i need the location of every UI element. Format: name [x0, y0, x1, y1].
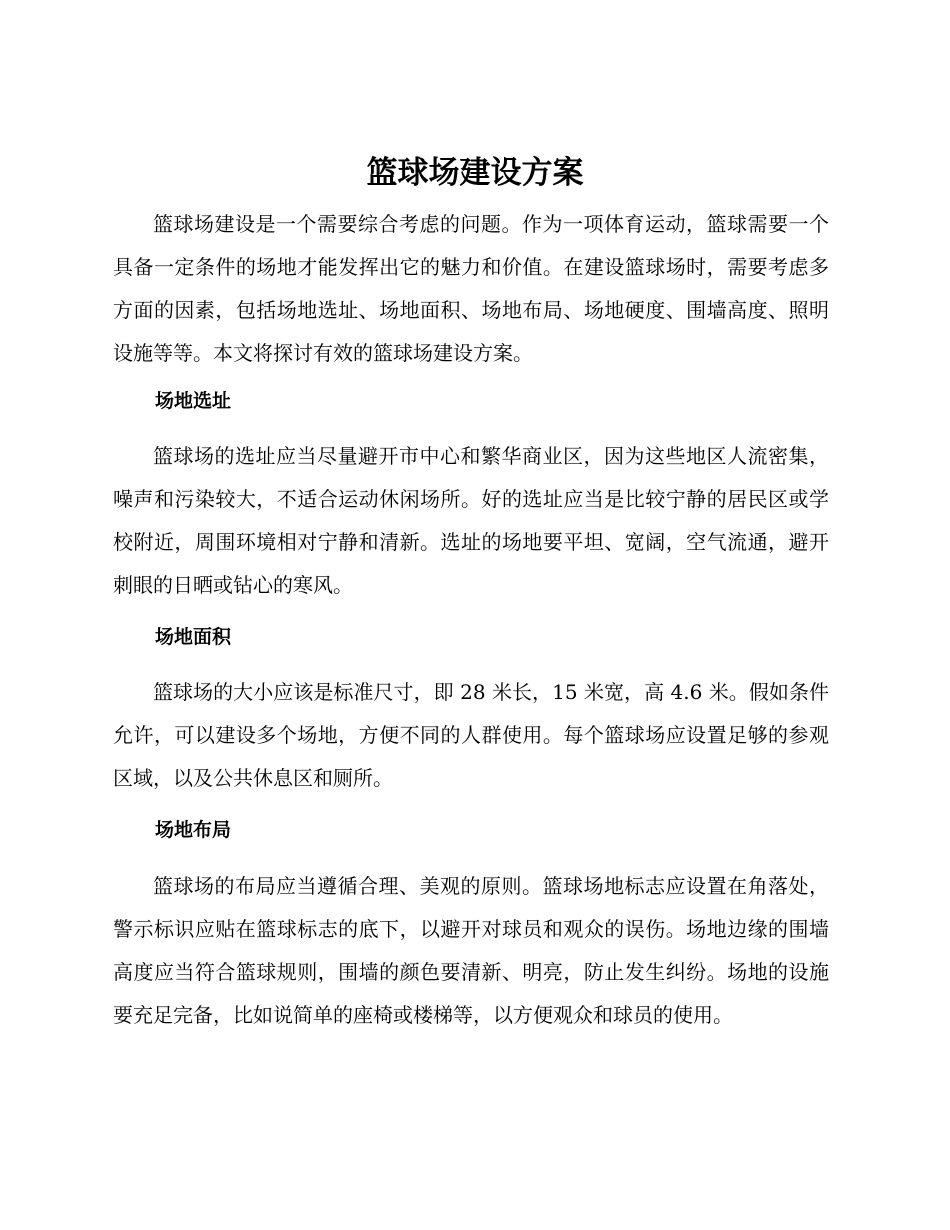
- section-body-site-layout: 篮球场的布局应当遵循合理、美观的原则。篮球场地标志应设置在角落处，警示标识应贴在篮球标志的底下，以避开对球员和观众的误伤。场地边缘的围墙高度应当符合篮球规则，围墙的颜色要清新、明亮，防止发生纠纷。场地的设施要充足完备，比如说简单的座椅或楼梯等，以方便观众和球员的使用。: [113, 874, 829, 1027]
- section-heading-site-selection: 场地选址: [155, 390, 232, 412]
- section-body-site-selection: 篮球场的选址应当尽量避开市中心和繁华商业区，因为这些地区人流密集，噪声和污染较大，不适合运动休闲场所。好的选址应当是比较宁静的居民区或学校附近，周围环境相对宁静和清新。选址的场地要平坦、宽阔，空气流通，避开刺眼的日晒或钻心的寒风。: [113, 444, 829, 597]
- section-body-site-area: 篮球场的大小应该是标准尺寸，即 28 米长，15 米宽，高 4.6 米。假如条件允许，可以建设多个场地，方便不同的人群使用。每个篮球场应设置足够的参观区域，以及公共休息区和厕所。: [113, 680, 829, 790]
- document-title: 篮球场建设方案: [366, 155, 584, 191]
- intro-paragraph: 篮球场建设是一个需要综合考虑的问题。作为一项体育运动，篮球需要一个具备一定条件的场地才能发挥出它的魅力和价值。在建设篮球场时，需要考虑多方面的因素，包括场地选址、场地面积、场地布局、场地硬度、围墙高度、照明设施等等。本文将探讨有效的篮球场建设方案。: [113, 212, 829, 365]
- section-heading-site-area: 场地面积: [155, 626, 232, 648]
- section-heading-site-layout: 场地布局: [155, 819, 232, 841]
